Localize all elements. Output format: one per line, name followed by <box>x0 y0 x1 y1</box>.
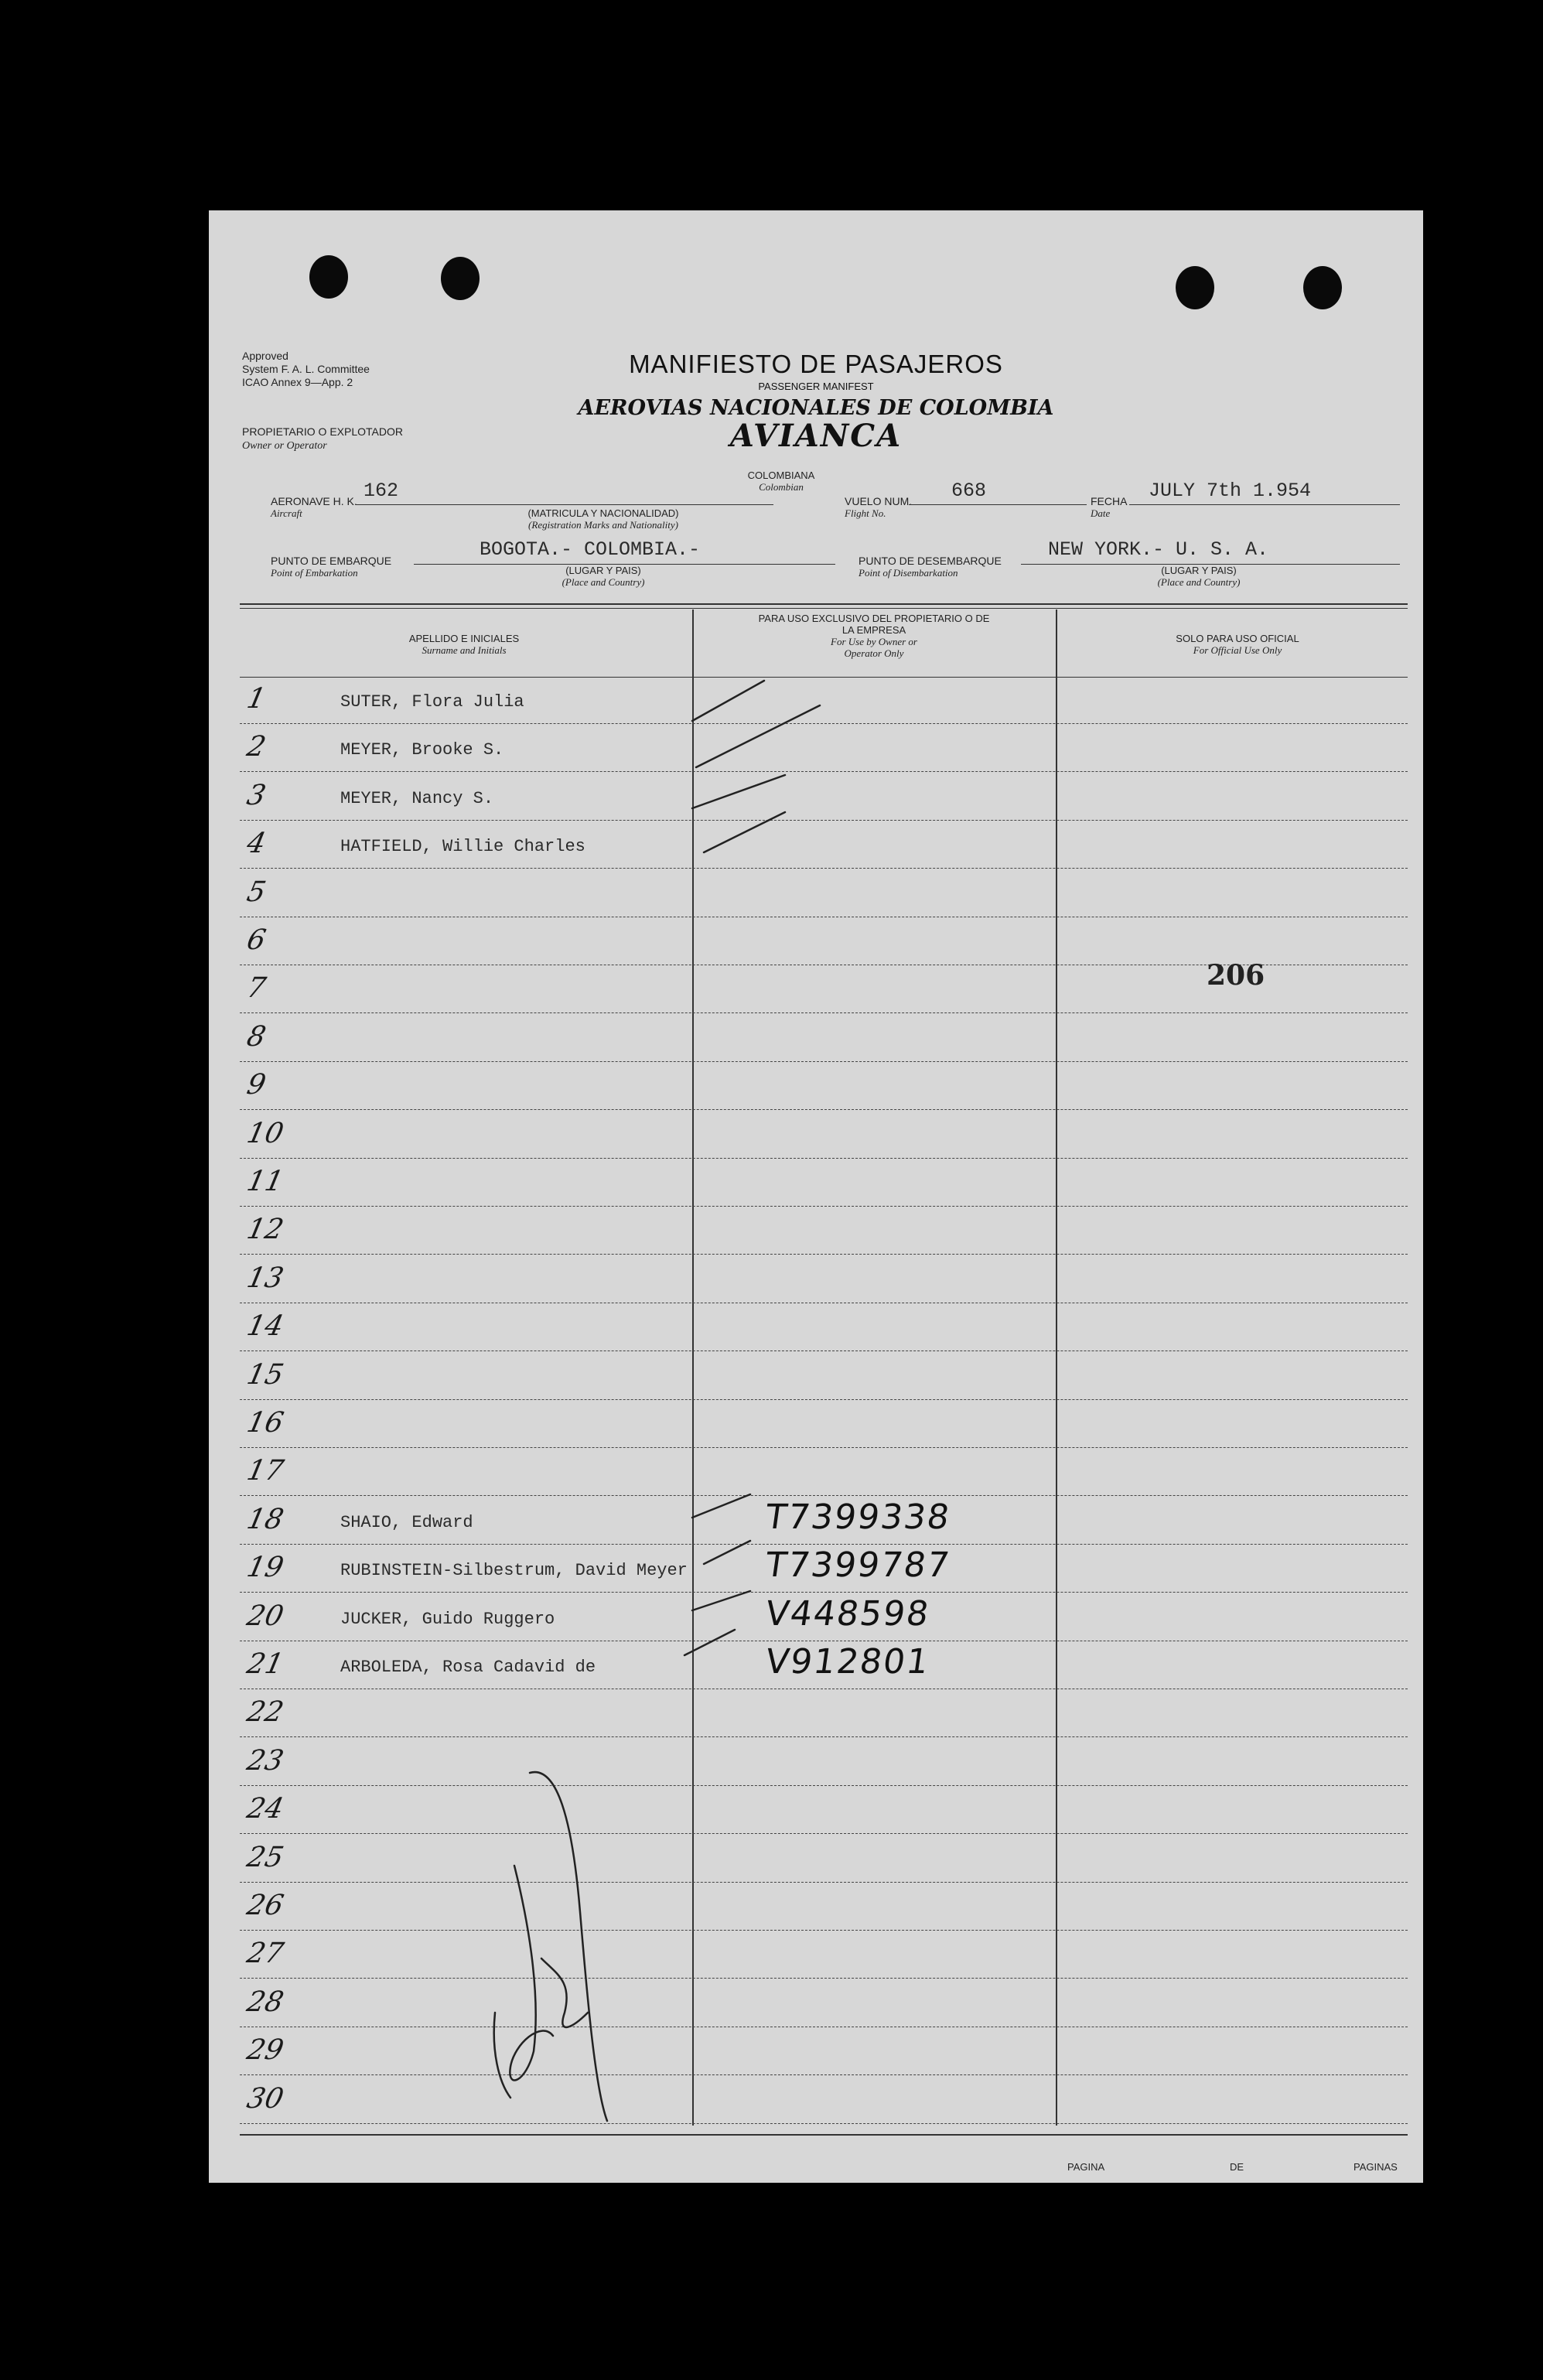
row-number: 17 <box>244 1455 287 1487</box>
manifest-paper <box>209 210 1423 2183</box>
date-underline <box>1129 504 1400 505</box>
aircraft-label: AERONAVE H. K. Aircraft <box>271 495 357 519</box>
table-row <box>240 1111 1408 1159</box>
passenger-name: MEYER, Brooke S. <box>340 740 504 760</box>
footer-rule <box>240 2134 1408 2136</box>
row-number: 20 <box>244 1600 287 1632</box>
row-number: 19 <box>244 1552 287 1584</box>
passenger-name: MEYER, Nancy S. <box>340 788 494 808</box>
row-number: 6 <box>244 924 269 956</box>
passenger-name: RUBINSTEIN-Silbestrum, David Meyer <box>340 1561 688 1581</box>
table-row <box>240 1207 1408 1255</box>
row-number: 13 <box>244 1262 287 1294</box>
table-top-rule <box>240 603 1408 605</box>
table-row <box>240 1931 1408 1979</box>
approval-line: System F. A. L. Committee <box>242 363 370 375</box>
disembark-value: NEW YORK.- U. S. A. <box>1048 538 1269 561</box>
row-number: 3 <box>244 779 269 811</box>
table-row <box>240 1401 1408 1448</box>
disembark-place-label: (LUGAR Y PAIS) (Place and Country) <box>1157 565 1241 588</box>
table-row <box>240 1642 1408 1689</box>
flight-value: 668 <box>951 480 987 502</box>
table-row <box>240 1353 1408 1400</box>
embark-label: PUNTO DE EMBARQUE Point of Embarkation <box>271 555 392 579</box>
aircraft-underline <box>356 504 773 505</box>
punch-hole <box>309 255 348 299</box>
table-row <box>240 1545 1408 1593</box>
row-number: 23 <box>244 1744 287 1777</box>
table-row <box>240 1497 1408 1545</box>
approval-line: ICAO Annex 9—App. 2 <box>242 376 353 388</box>
embark-value: BOGOTA.- COLOMBIA.- <box>480 538 701 561</box>
table-row <box>240 918 1408 965</box>
date-label: FECHA Date <box>1091 495 1128 519</box>
passenger-name: JUCKER, Guido Ruggero <box>340 1609 555 1629</box>
row-number: 11 <box>244 1166 287 1197</box>
passenger-name: SHAIO, Edward <box>340 1512 473 1532</box>
footer-of-label: DE <box>1230 2161 1244 2173</box>
official-column-header: SOLO PARA USO OFICIAL For Official Use Only <box>1176 633 1299 656</box>
aircraft-value: 162 <box>364 480 399 502</box>
row-number: 21 <box>244 1648 287 1680</box>
footer-pages-label: PAGINAS <box>1354 2161 1398 2173</box>
registration-label: (MATRICULA Y NACIONALIDAD) (Registration Marks and Nationality) <box>527 507 679 531</box>
table-row <box>240 725 1408 772</box>
operator-column-header: PARA USO EXCLUSIVO DEL PROPIETARIO O DE LA EMPRESA For Use by Owner or Operator Only <box>758 613 990 659</box>
table-row <box>240 870 1408 917</box>
embark-place-label: (LUGAR Y PAIS) (Place and Country) <box>562 565 645 588</box>
row-number: 29 <box>244 2034 287 2067</box>
row-number: 24 <box>244 1793 287 1825</box>
table-row <box>240 1449 1408 1496</box>
flight-label: VUELO NUM. Flight No. <box>845 495 913 519</box>
table-row <box>240 2077 1408 2124</box>
passport-number: V448598 <box>763 1593 933 1634</box>
airline-name: AEROVIAS NACIONALES DE COLOMBIA <box>578 396 1054 420</box>
table-row <box>240 1063 1408 1110</box>
row-number: 18 <box>244 1503 287 1535</box>
table-row <box>240 773 1408 821</box>
nationality: COLOMBIANA Colombian <box>747 470 815 493</box>
table-row <box>240 2028 1408 2075</box>
row-number: 9 <box>244 1069 269 1101</box>
approval-line: Approved <box>242 350 288 362</box>
flight-underline <box>909 504 1087 505</box>
row-number: 15 <box>244 1358 287 1391</box>
page-title: MANIFIESTO DE PASAJEROS <box>629 350 1003 378</box>
date-value: JULY 7th 1.954 <box>1149 480 1312 502</box>
row-number: 27 <box>244 1938 287 1970</box>
table-row <box>240 1883 1408 1931</box>
owner-label: PROPIETARIO O EXPLOTADOR Owner or Operator <box>242 425 403 452</box>
passenger-name: SUTER, Flora Julia <box>340 692 524 712</box>
table-row <box>240 1835 1408 1883</box>
airline-short: AVIANCA <box>729 418 903 454</box>
punch-hole <box>441 257 480 300</box>
passport-number: V912801 <box>763 1642 933 1682</box>
disembark-label: PUNTO DE DESEMBARQUE Point of Disembarkation <box>859 555 1002 579</box>
table-row <box>240 1256 1408 1303</box>
row-number: 14 <box>244 1310 287 1343</box>
row-number: 8 <box>244 1020 269 1053</box>
row-number: 26 <box>244 1890 287 1921</box>
table-row <box>240 1594 1408 1641</box>
table-row <box>240 1690 1408 1737</box>
table-row <box>240 1787 1408 1834</box>
passenger-name: HATFIELD, Willie Charles <box>340 837 585 857</box>
table-top-rule <box>240 608 1408 609</box>
official-stamp-number: 206 <box>1207 959 1265 992</box>
name-column-header: APELLIDO E INICIALES Surname and Initials <box>408 633 520 656</box>
row-number: 1 <box>244 683 269 715</box>
table-row <box>240 1015 1408 1062</box>
row-number: 4 <box>244 828 269 860</box>
row-number: 12 <box>244 1214 287 1246</box>
row-number: 30 <box>244 2082 287 2115</box>
table-row <box>240 1980 1408 2027</box>
table-row <box>240 1304 1408 1351</box>
passport-number: T7399338 <box>763 1497 954 1537</box>
row-number: 28 <box>244 1986 287 2018</box>
row-number: 2 <box>244 731 269 763</box>
punch-hole <box>1176 266 1214 309</box>
table-row <box>240 677 1408 724</box>
page-subtitle: PASSENGER MANIFEST <box>758 381 874 392</box>
row-number: 5 <box>244 876 269 908</box>
row-number: 7 <box>244 972 269 1005</box>
row-number: 25 <box>244 1841 287 1873</box>
table-row <box>240 821 1408 869</box>
footer-page-label: PAGINA <box>1067 2161 1105 2173</box>
punch-hole <box>1303 266 1342 309</box>
row-number: 10 <box>244 1117 287 1149</box>
passenger-name: ARBOLEDA, Rosa Cadavid de <box>340 1658 596 1677</box>
row-number: 22 <box>244 1696 287 1729</box>
table-row <box>240 1159 1408 1207</box>
row-number: 16 <box>244 1407 287 1439</box>
table-row <box>240 1739 1408 1786</box>
passport-number: T7399787 <box>763 1545 954 1586</box>
